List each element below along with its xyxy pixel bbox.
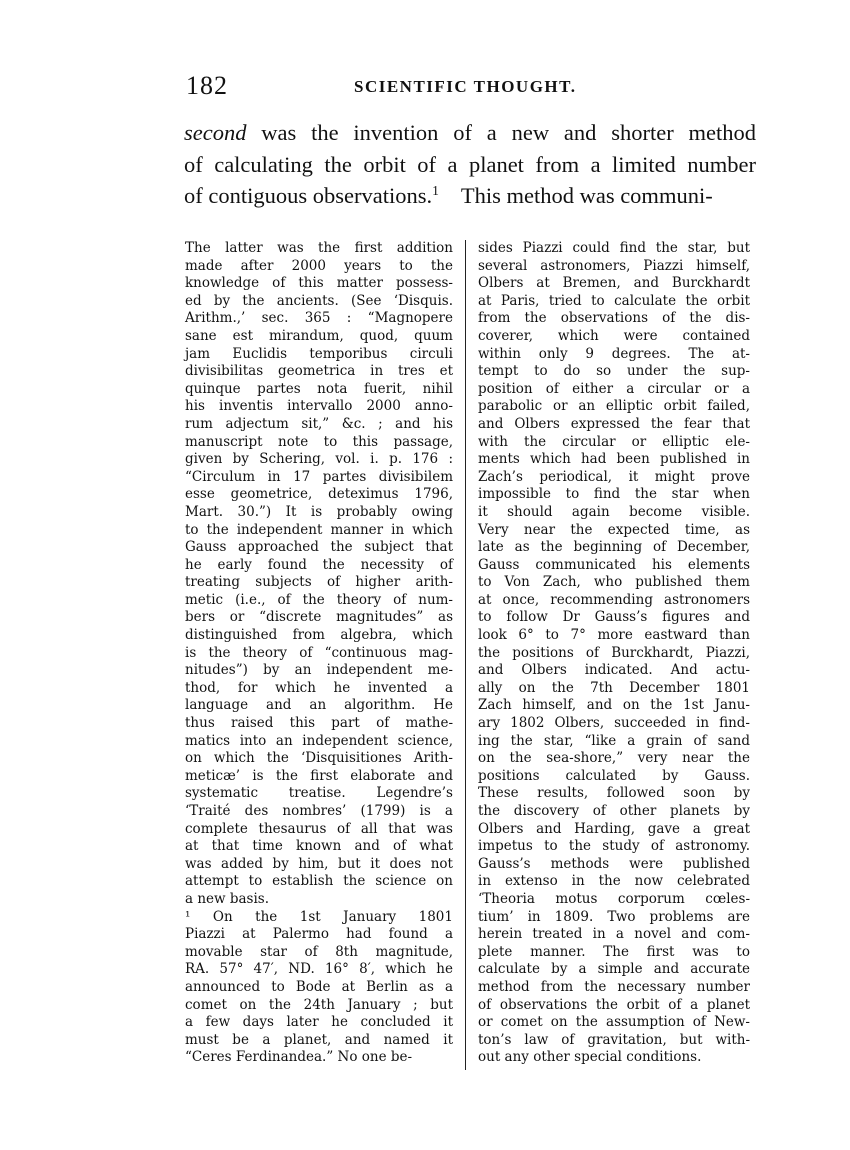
footnote-line: knowledge of this matter possess-	[185, 275, 453, 292]
footnote-line: the discovery of other planets by	[478, 803, 750, 819]
footnote-line: out any other special conditions.	[478, 1049, 702, 1066]
footnote-line: ments which had been published in	[478, 451, 750, 468]
footnote-line: to the independent manner in which	[185, 521, 453, 538]
footnote-line: impetus to the study of astronomy.	[478, 838, 750, 855]
running-head	[186, 71, 754, 101]
footnote-line: Gauss’s methods were published	[478, 855, 750, 872]
footnote-line: and Olbers indicated. And actu-	[478, 662, 750, 679]
footnote-line: announced to Bode at Berlin as a	[185, 978, 453, 995]
footnote-line: with the circular or elliptic ele-	[478, 433, 750, 450]
footnote-line: ary 1802 Olbers, succeeded in find-	[478, 715, 750, 732]
main-text-line: of contiguous observations.$^1$ This method was communi-	[184, 183, 713, 208]
footnote-line: sides Piazzi could find the star, but	[478, 240, 750, 256]
footnote-line: is the theory of “continuous mag-	[185, 644, 453, 661]
footnote-line: esse geometrice, deteximus 1796,	[185, 486, 453, 503]
column-divider	[465, 240, 466, 1070]
main-text	[184, 117, 756, 212]
footnote-column-right	[478, 240, 750, 1067]
main-text-line: of calculating the orbit of a planet from a limited number	[184, 151, 756, 177]
footnote-line: distinguished from algebra, which	[185, 627, 453, 644]
footnote-line: it should again become visible.	[478, 503, 750, 520]
footnote-line: ton’s law of gravitation, but with-	[478, 1031, 750, 1048]
footnote-line: These results, followed soon by	[478, 785, 750, 802]
footnote-line: The latter was the first addition	[185, 240, 453, 256]
footnote-line: tempt to do so under the sup-	[478, 363, 750, 380]
footnote-line: of observations the orbit of a planet	[478, 996, 750, 1013]
footnote-line: thod, for which he invented a	[185, 679, 453, 696]
footnote-line: calculate by a simple and accurate	[478, 961, 750, 978]
footnote-line: parabolic or an elliptic orbit failed,	[478, 398, 750, 415]
footnote-line: ‘Traité des nombres’ (1799) is a	[185, 803, 453, 819]
footnote-line: manuscript note to this passage,	[185, 433, 453, 450]
footnote-line: systematic treatise. Legendre’s	[185, 785, 453, 802]
footnote-line: sane est mirandum, quod, quum	[185, 327, 453, 344]
footnote-line: at that time known and of what	[185, 838, 453, 855]
footnote-line: language and an algorithm. He	[185, 697, 453, 714]
footnote-line: late as the beginning of December,	[478, 539, 750, 556]
footnote-line: was added by him, but it does not	[185, 855, 453, 872]
main-text-line: second was the invention of a new and shorter method	[184, 120, 756, 145]
footnote-line: Zach’s periodical, it might prove	[478, 468, 750, 485]
footnote-line: to Von Zach, who published them	[478, 574, 750, 591]
footnote-line: treating subjects of higher arith-	[185, 574, 453, 591]
footnote-line: ally on the 7th December 1801	[478, 679, 750, 696]
footnote-line: a new basis.	[185, 890, 270, 907]
footnote-line: plete manner. The first was to	[478, 943, 750, 960]
footnote-line: Arithm.,’ sec. 365 : “Magnopere	[185, 310, 453, 327]
footnote-line: movable star of 8th magnitude,	[185, 943, 453, 960]
footnote-line: ing the star, “like a grain of sand	[478, 732, 750, 749]
footnote-line: attempt to establish the science on	[185, 873, 453, 890]
footnote-line: at Paris, tried to calculate the orbit	[478, 292, 750, 309]
footnote-line: made after 2000 years to the	[185, 257, 453, 274]
footnote-line: Mart. 30.”) It is probably owing	[185, 503, 453, 520]
footnote-line: or comet on the assumption of New-	[478, 1014, 750, 1031]
footnote-line: method from the necessary number	[478, 978, 750, 995]
footnote-line: impossible to find the star when	[478, 486, 750, 503]
footnote-line: from the observations of the dis-	[478, 310, 750, 327]
footnote-line: divisibilitas geometrica in tres et	[185, 363, 453, 380]
footnote-line: ¹ On the 1st January 1801	[185, 908, 453, 925]
footnote-line: meticæ’ is the first elaborate and	[185, 767, 453, 784]
footnote-line: jam Euclidis temporibus circuli	[185, 345, 453, 362]
footnote-line: he early found the necessity of	[185, 556, 453, 573]
footnote-line: and Olbers expressed the fear that	[478, 415, 750, 432]
footnote-line: positions calculated by Gauss.	[478, 767, 750, 784]
footnote-line: at once, recommending astronomers	[478, 591, 750, 608]
footnote-line: complete thesaurus of all that was	[185, 820, 453, 837]
footnote-line: Piazzi at Palermo had found a	[185, 926, 453, 943]
footnote-line: rum adjectum sit,” &c. ; and his	[185, 415, 453, 432]
footnote-line: a few days later he concluded it	[185, 1014, 453, 1031]
footnote-line: quinque partes nota fuerit, nihil	[185, 380, 453, 397]
footnote-line: in extenso in the now celebrated	[478, 873, 750, 890]
footnote-line: given by Schering, vol. i. p. 176 :	[185, 451, 453, 468]
footnote-line: Very near the expected time, as	[478, 521, 750, 538]
footnote-line: the positions of Burckhardt, Piazzi,	[478, 644, 750, 661]
footnote-line: look 6° to 7° more eastward than	[478, 627, 750, 644]
footnote-line: on the sea-shore,” very near the	[478, 750, 750, 767]
footnote-line: ‘Theoria motus corporum cœles-	[478, 890, 750, 907]
footnote-line: matics into an independent science,	[185, 732, 453, 749]
footnote-line: herein treated in a novel and com-	[478, 926, 750, 943]
footnote-line: nitudes”) by an independent me-	[185, 662, 453, 679]
footnote-line: Zach himself, and on the 1st Janu-	[478, 697, 750, 714]
footnote-line: several astronomers, Piazzi himself,	[478, 257, 750, 274]
footnote-line: RA. 57° 47′, ND. 16° 8′, which he	[185, 961, 453, 978]
footnote-line: to follow Dr Gauss’s figures and	[478, 609, 750, 626]
footnote-line: tium’ in 1809. Two problems are	[478, 908, 750, 925]
footnote-line: Gauss approached the subject that	[185, 539, 453, 556]
footnote-line: “Ceres Ferdinandea.” No one be-	[185, 1049, 413, 1066]
footnote-line: on which the ‘Disquisitiones Arith-	[185, 750, 453, 767]
footnote-line: comet on the 24th January ; but	[185, 996, 453, 1013]
footnote-line: must be a planet, and named it	[185, 1031, 453, 1048]
footnote-line: bers or “discrete magnitudes” as	[185, 609, 453, 626]
italic-word: second	[184, 120, 247, 145]
footnote-column-left	[185, 240, 453, 1067]
footnote-line: Olbers at Bremen, and Burckhardt	[478, 275, 750, 292]
footnote-line: ed by the ancients. (See ‘Disquis.	[185, 292, 453, 309]
footnote-line: Gauss communicated his elements	[478, 556, 750, 573]
page-number: 182	[186, 71, 228, 100]
running-title: SCIENTIFIC THOUGHT.	[354, 77, 577, 96]
footnote-line: thus raised this part of mathe-	[185, 715, 453, 732]
footnote-line: Olbers and Harding, gave a great	[478, 820, 750, 837]
footnote-line: position of either a circular or a	[478, 380, 750, 397]
footnote-line: his inventis intervallo 2000 anno-	[185, 398, 453, 415]
footnote-line: coverer, which were contained	[478, 327, 750, 344]
footnote-line: “Circulum in 17 partes divisibilem	[185, 468, 453, 485]
footnote-line: metic (i.e., of the theory of num-	[185, 591, 453, 608]
footnote-marker: 1	[432, 183, 439, 198]
footnote-line: within only 9 degrees. The at-	[478, 345, 750, 362]
